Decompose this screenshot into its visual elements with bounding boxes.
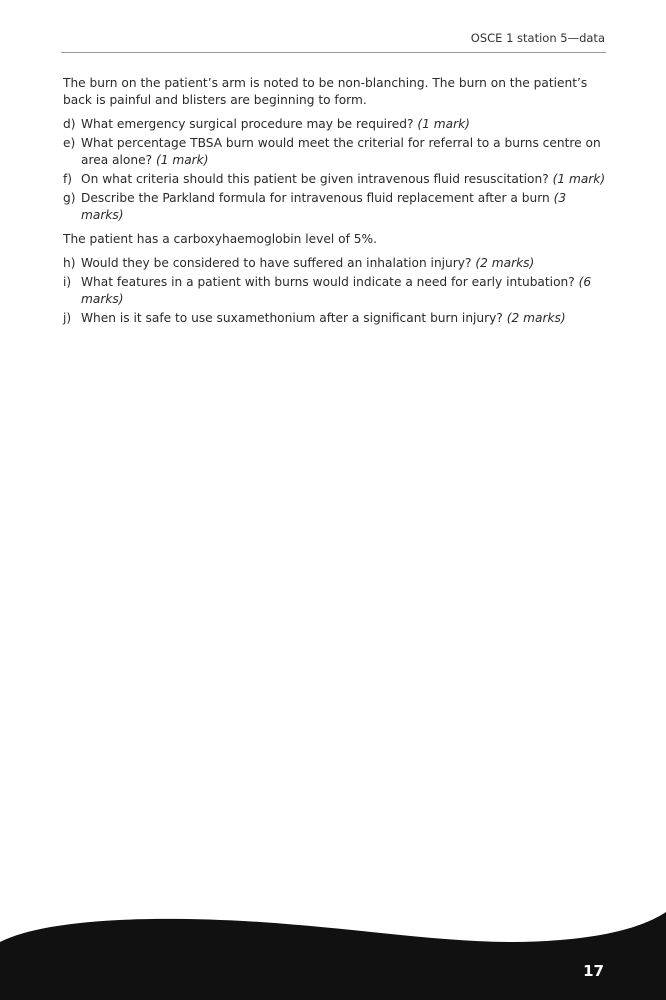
question-item — [63, 310, 608, 327]
question-body: Describe the Parkland formula for intravenous fluid replacement after a burn — [81, 191, 550, 205]
question-item — [63, 255, 608, 272]
question-marks: (1 mark) — [155, 153, 209, 167]
question-body: When is it safe to use suxamethonium after a significant burn injury? — [81, 311, 503, 325]
question-item — [63, 135, 608, 169]
question-body: On what criteria should this patient be given intravenous fluid resuscitation? — [81, 172, 549, 186]
question-item — [63, 274, 608, 308]
question-letter: h) — [63, 256, 76, 270]
question-marks: (3 marks) — [81, 191, 567, 222]
page-number: 17 — [583, 962, 604, 980]
question-marks: (1 mark) — [417, 117, 470, 131]
question-text — [81, 255, 608, 272]
question-body: What percentage TBSA burn would meet the criterial for referral to a burns centre on area alone? — [81, 136, 601, 167]
question-list-2 — [63, 255, 608, 327]
header-rule — [61, 52, 606, 53]
question-text — [81, 310, 608, 327]
question-text — [81, 116, 608, 133]
question-marks: (6 marks) — [81, 275, 592, 306]
page-content — [63, 75, 608, 334]
question-body: What emergency surgical procedure may be required? — [81, 117, 414, 131]
footer-wave-shape — [0, 912, 666, 1000]
question-body: Would they be considered to have suffered an inhalation injury? — [81, 256, 472, 270]
question-marks: (2 marks) — [475, 256, 535, 270]
footer-band — [0, 900, 666, 1000]
question-letter: f) — [63, 172, 73, 186]
question-item — [63, 171, 608, 188]
question-text — [81, 135, 608, 169]
question-item — [63, 116, 608, 133]
question-text — [81, 171, 608, 188]
mid-paragraph: The patient has a carboxyhaemoglobin level of 5%. — [63, 232, 377, 246]
question-text — [81, 274, 608, 308]
question-letter: i) — [63, 275, 72, 289]
question-list-1 — [63, 116, 608, 224]
question-body: What features in a patient with burns would indicate a need for early intubation? — [81, 275, 575, 289]
question-item — [63, 190, 608, 224]
question-marks: (1 mark) — [552, 172, 606, 186]
question-letter: e) — [63, 136, 76, 150]
question-marks: (2 marks) — [506, 311, 566, 325]
running-head: OSCE 1 station 5—data — [470, 31, 605, 45]
question-letter: j) — [63, 311, 72, 325]
question-letter: d) — [63, 117, 76, 131]
question-letter: g) — [63, 191, 76, 205]
intro-paragraph: The burn on the patient’s arm is noted to be non-blanching. The burn on the patient’s back is painful and blisters are beginning to form. — [63, 76, 588, 107]
question-text — [81, 190, 608, 224]
